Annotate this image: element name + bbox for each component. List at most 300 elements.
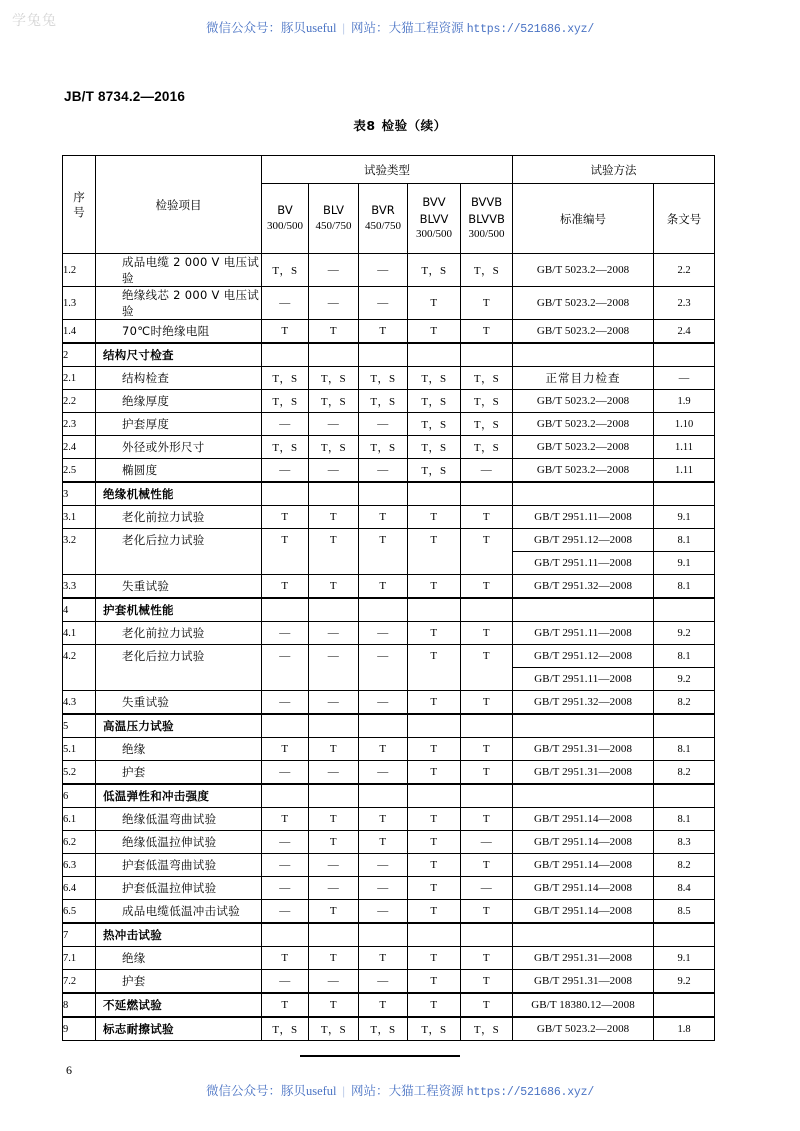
cell-mark-bvvb [461, 598, 513, 622]
cell-mark-blv: — [309, 459, 359, 483]
cell-mark-bvvb: T，S [461, 436, 513, 459]
cell-mark-bv: — [262, 900, 309, 924]
col-header-type-bv [262, 184, 309, 254]
cell-mark-bvr: T [359, 320, 408, 344]
cell-standard-no: GB/T 5023.2—2008 [513, 413, 654, 436]
cell-mark-bvr: — [359, 691, 408, 715]
cell-mark-blv: — [309, 877, 359, 900]
site-label: 网站： [351, 21, 389, 35]
cell-clause-no [654, 923, 715, 947]
cell-clause-no: 8.2 [654, 761, 715, 785]
table-row [63, 831, 715, 854]
col-header-type-bvvb [461, 184, 513, 254]
cell-mark-bvv [408, 714, 461, 738]
table-row [63, 506, 715, 529]
cell-mark-bv: — [262, 622, 309, 645]
type-voltage: 300/500 [468, 228, 505, 241]
promo-banner-top [0, 18, 800, 36]
cell-item-name: 绝缘 [96, 947, 262, 970]
cell-clause-no: 1.9 [654, 390, 715, 413]
col-header-test-method-group: 试验方法 [513, 156, 715, 184]
cell-standard-no: GB/T 18380.12—2008 [513, 993, 654, 1017]
standard-code: JB/T 8734.2—2016 [64, 89, 186, 104]
type-name: BVV [422, 194, 446, 209]
inspection-table-wrapper [62, 155, 714, 1041]
cell-item-name: 绝缘低温弯曲试验 [96, 808, 262, 831]
cell-mark-blv: T [309, 947, 359, 970]
cell-mark-bv: T [262, 738, 309, 761]
cell-seq: 8 [63, 993, 96, 1017]
cell-item-name: 老化后拉力试验 [96, 645, 262, 668]
cell-clause-no: 8.2 [654, 691, 715, 715]
cell-mark-bvr: — [359, 761, 408, 785]
cell-item-name: 绝缘厚度 [96, 390, 262, 413]
table-row [63, 854, 715, 877]
cell-mark-bvv: T，S [408, 459, 461, 483]
cell-mark-bvvb: T [461, 622, 513, 645]
cell-mark-bvv: T [408, 738, 461, 761]
cell-mark-blv [309, 552, 359, 575]
seq-char-2: 号 [73, 204, 85, 219]
cell-mark-bvvb: T [461, 970, 513, 994]
cell-clause-no: 8.1 [654, 575, 715, 599]
cell-item-name: 不延燃试验 [96, 993, 262, 1017]
cell-mark-bvv [408, 343, 461, 367]
cell-seq: 6.1 [63, 808, 96, 831]
cell-seq: 2.5 [63, 459, 96, 483]
cell-item-name: 失重试验 [96, 575, 262, 599]
cell-standard-no [513, 598, 654, 622]
cell-mark-bv [262, 552, 309, 575]
cell-standard-no [513, 343, 654, 367]
cell-item-name: 绝缘机械性能 [96, 482, 262, 506]
cell-clause-no: 8.1 [654, 529, 715, 552]
cell-seq: 3.1 [63, 506, 96, 529]
cell-mark-bvr: T，S [359, 367, 408, 390]
cell-mark-bv [262, 923, 309, 947]
promo-url: https://521686.xyz/ [466, 23, 595, 36]
cell-mark-bvr: T [359, 808, 408, 831]
cell-mark-bvv [408, 598, 461, 622]
cell-mark-blv: T，S [309, 1017, 359, 1041]
site-label: 网站： [351, 1084, 389, 1098]
cell-mark-bvr: — [359, 970, 408, 994]
cell-mark-bvvb: T [461, 691, 513, 715]
table-row [63, 254, 715, 287]
type-subname: BLVVB [468, 211, 505, 226]
cell-standard-no: GB/T 2951.14—2008 [513, 877, 654, 900]
cell-seq: 3 [63, 482, 96, 506]
cell-mark-bvvb: T [461, 993, 513, 1017]
cell-mark-bvvb: T [461, 287, 513, 320]
cell-mark-bvr: T [359, 529, 408, 552]
cell-mark-bvr: T，S [359, 1017, 408, 1041]
cell-seq: 6.2 [63, 831, 96, 854]
cell-standard-no: 正常目力检查 [513, 367, 654, 390]
cell-clause-no: — [654, 367, 715, 390]
cell-mark-bvv: T，S [408, 254, 461, 287]
cell-clause-no: 8.3 [654, 831, 715, 854]
cell-clause-no: 8.5 [654, 900, 715, 924]
cell-mark-bvr: — [359, 287, 408, 320]
cell-item-name: 热冲击试验 [96, 923, 262, 947]
cell-item-name: 绝缘线芯 2 000 V 电压试验 [96, 287, 262, 320]
cell-standard-no: GB/T 2951.12—2008 [513, 529, 654, 552]
cell-mark-bvvb: T [461, 854, 513, 877]
cell-mark-blv: T [309, 831, 359, 854]
cell-mark-blv [309, 714, 359, 738]
table-row [63, 761, 715, 785]
cell-seq: 6.4 [63, 877, 96, 900]
cell-mark-bvv: T [408, 320, 461, 344]
cell-mark-blv: T，S [309, 436, 359, 459]
table-row [63, 598, 715, 622]
cell-mark-bvvb: — [461, 831, 513, 854]
col-header-type-bvv [408, 184, 461, 254]
cell-clause-no [654, 714, 715, 738]
cell-item-name: 绝缘 [96, 738, 262, 761]
table-row [63, 390, 715, 413]
cell-seq: 4.3 [63, 691, 96, 715]
cell-mark-bvr: T [359, 831, 408, 854]
cell-standard-no: GB/T 2951.12—2008 [513, 645, 654, 668]
watermark-logo: 学兔兔 [12, 13, 57, 29]
cell-mark-blv [309, 784, 359, 808]
cell-mark-bvvb: T，S [461, 413, 513, 436]
table-row [63, 808, 715, 831]
cell-mark-bvvb: T [461, 900, 513, 924]
type-name: BVVB [470, 194, 503, 209]
inspection-table [62, 155, 715, 1041]
table-row [63, 413, 715, 436]
cell-clause-no: 1.11 [654, 459, 715, 483]
cell-mark-bvv: T [408, 854, 461, 877]
cell-standard-no: GB/T 2951.11—2008 [513, 552, 654, 575]
table-row [63, 552, 715, 575]
cell-mark-bvvb: T [461, 947, 513, 970]
cell-mark-bv: — [262, 413, 309, 436]
cell-item-name: 结构检查 [96, 367, 262, 390]
cell-seq: 5 [63, 714, 96, 738]
type-voltage: 450/750 [364, 219, 402, 232]
cell-mark-bvr [359, 923, 408, 947]
cell-mark-bv: — [262, 459, 309, 483]
cell-mark-bvr: — [359, 459, 408, 483]
cell-mark-bvv: T [408, 831, 461, 854]
cell-item-name: 高温压力试验 [96, 714, 262, 738]
cell-seq: 3.2 [63, 529, 96, 552]
table-number: 表8 [353, 118, 376, 133]
cell-mark-bvr: T [359, 575, 408, 599]
cell-mark-bvr [359, 714, 408, 738]
cell-mark-bv [262, 343, 309, 367]
cell-clause-no: 8.4 [654, 877, 715, 900]
type-voltage: 450/750 [315, 219, 352, 232]
cell-seq: 6.3 [63, 854, 96, 877]
cell-mark-bvv [408, 668, 461, 691]
wechat-label: 微信公众号： [205, 1084, 281, 1098]
cell-standard-no: GB/T 5023.2—2008 [513, 287, 654, 320]
cell-clause-no: 8.1 [654, 808, 715, 831]
cell-mark-blv: — [309, 691, 359, 715]
cell-mark-bvr: T，S [359, 436, 408, 459]
table-row [63, 1017, 715, 1041]
cell-standard-no: GB/T 2951.14—2008 [513, 900, 654, 924]
cell-item-name: 老化前拉力试验 [96, 506, 262, 529]
cell-mark-bv [262, 482, 309, 506]
cell-seq: 6.5 [63, 900, 96, 924]
type-name: BLV [323, 203, 344, 218]
cell-mark-blv: — [309, 254, 359, 287]
table-row [63, 691, 715, 715]
col-header-standard-no: 标准编号 [513, 184, 654, 254]
cell-clause-no [654, 993, 715, 1017]
cell-clause-no: 9.1 [654, 506, 715, 529]
cell-clause-no [654, 598, 715, 622]
cell-seq: 7 [63, 923, 96, 947]
cell-mark-blv: T [309, 320, 359, 344]
col-header-type-bvr [359, 184, 408, 254]
cell-mark-bvv: T [408, 645, 461, 668]
table-row [63, 575, 715, 599]
cell-seq: 2.2 [63, 390, 96, 413]
type-subname: BLVV [419, 211, 449, 226]
cell-mark-bv: T [262, 993, 309, 1017]
cell-mark-blv: T，S [309, 367, 359, 390]
cell-mark-bvr: — [359, 877, 408, 900]
table-row [63, 877, 715, 900]
cell-seq: 7.2 [63, 970, 96, 994]
cell-mark-bvvb [461, 784, 513, 808]
cell-standard-no: GB/T 5023.2—2008 [513, 459, 654, 483]
cell-standard-no: GB/T 5023.2—2008 [513, 390, 654, 413]
cell-seq: 4.1 [63, 622, 96, 645]
table-row [63, 645, 715, 668]
cell-mark-blv: T [309, 506, 359, 529]
cell-mark-bvvb [461, 343, 513, 367]
cell-mark-bvv: T [408, 506, 461, 529]
cell-mark-bv [262, 598, 309, 622]
cell-seq: 9 [63, 1017, 96, 1041]
cell-mark-blv [309, 343, 359, 367]
cell-mark-blv: T [309, 738, 359, 761]
type-name: BVR [371, 203, 395, 218]
cell-mark-bvr: T [359, 947, 408, 970]
cell-mark-blv [309, 598, 359, 622]
cell-mark-bvvb: T [461, 506, 513, 529]
wechat-label: 微信公众号： [205, 21, 281, 35]
cell-mark-bvvb: T [461, 761, 513, 785]
cell-mark-blv: T [309, 993, 359, 1017]
cell-mark-blv: — [309, 622, 359, 645]
cell-mark-bvr: — [359, 413, 408, 436]
cell-clause-no: 2.3 [654, 287, 715, 320]
cell-mark-blv: T，S [309, 390, 359, 413]
cell-mark-bv: — [262, 854, 309, 877]
cell-mark-blv: — [309, 854, 359, 877]
cell-mark-blv: — [309, 287, 359, 320]
table-row [63, 993, 715, 1017]
cell-mark-bv: T，S [262, 254, 309, 287]
cell-mark-bvv: T，S [408, 390, 461, 413]
cell-mark-bv [262, 784, 309, 808]
cell-item-name [96, 552, 262, 575]
promo-separator: | [342, 1084, 346, 1098]
table-row [63, 622, 715, 645]
cell-standard-no: GB/T 2951.11—2008 [513, 622, 654, 645]
col-header-test-type-group: 试验类型 [262, 156, 513, 184]
cell-mark-bvr: T [359, 738, 408, 761]
cell-item-name: 低温弹性和冲击强度 [96, 784, 262, 808]
cell-seq: 4 [63, 598, 96, 622]
cell-mark-bv: T [262, 947, 309, 970]
cell-standard-no: GB/T 2951.31—2008 [513, 970, 654, 994]
table-head-group-row [63, 156, 715, 184]
cell-clause-no: 8.1 [654, 738, 715, 761]
promo-url: https://521686.xyz/ [466, 1086, 595, 1099]
cell-standard-no: GB/T 2951.32—2008 [513, 691, 654, 715]
cell-mark-bv: — [262, 691, 309, 715]
cell-mark-bvv: T，S [408, 1017, 461, 1041]
cell-mark-bvr [359, 552, 408, 575]
cell-mark-bvr [359, 482, 408, 506]
cell-standard-no: GB/T 2951.14—2008 [513, 808, 654, 831]
cell-mark-bvv [408, 482, 461, 506]
cell-mark-blv: T [309, 529, 359, 552]
cell-mark-bvr: — [359, 854, 408, 877]
cell-clause-no: 1.11 [654, 436, 715, 459]
cell-clause-no: 1.10 [654, 413, 715, 436]
cell-mark-bvr: — [359, 900, 408, 924]
cell-mark-bvv: T，S [408, 413, 461, 436]
cell-mark-bvvb [461, 482, 513, 506]
cell-mark-bvvb: — [461, 459, 513, 483]
type-voltage: 300/500 [266, 219, 304, 232]
cell-seq: 2 [63, 343, 96, 367]
cell-mark-bvv: T [408, 529, 461, 552]
cell-mark-bvr [359, 343, 408, 367]
cell-seq: 2.4 [63, 436, 96, 459]
cell-item-name: 绝缘低温拉伸试验 [96, 831, 262, 854]
cell-standard-no [513, 784, 654, 808]
table-row [63, 482, 715, 506]
page-number: 6 [66, 1063, 72, 1077]
cell-seq: 4.2 [63, 645, 96, 668]
cell-clause-no: 9.1 [654, 947, 715, 970]
cell-mark-bvr [359, 598, 408, 622]
cell-item-name: 外径或外形尺寸 [96, 436, 262, 459]
cell-item-name: 结构尺寸检查 [96, 343, 262, 367]
cell-mark-bv: T [262, 808, 309, 831]
cell-standard-no: GB/T 5023.2—2008 [513, 436, 654, 459]
cell-clause-no [654, 343, 715, 367]
cell-item-name: 护套 [96, 970, 262, 994]
cell-mark-blv: T [309, 808, 359, 831]
table-row [63, 970, 715, 994]
cell-mark-blv: — [309, 970, 359, 994]
cell-standard-no: GB/T 5023.2—2008 [513, 254, 654, 287]
cell-mark-bvv: T，S [408, 436, 461, 459]
cell-item-name: 老化前拉力试验 [96, 622, 262, 645]
cell-seq: 2.1 [63, 367, 96, 390]
cell-mark-bvv: T [408, 900, 461, 924]
cell-seq: 2.3 [63, 413, 96, 436]
cell-mark-bvvb [461, 668, 513, 691]
cell-seq [63, 552, 96, 575]
cell-clause-no [654, 784, 715, 808]
table-row [63, 947, 715, 970]
cell-mark-bvvb: T [461, 808, 513, 831]
table-row [63, 714, 715, 738]
cell-mark-bvv: T [408, 947, 461, 970]
cell-mark-bvv: T [408, 575, 461, 599]
cell-mark-bvv: T [408, 877, 461, 900]
col-header-type-blv [309, 184, 359, 254]
col-header-seq [63, 156, 96, 254]
wechat-value: 豚贝useful [280, 21, 337, 35]
cell-mark-bvv: T [408, 993, 461, 1017]
cell-mark-bvvb: T [461, 529, 513, 552]
cell-seq [63, 668, 96, 691]
cell-seq: 1.4 [63, 320, 96, 344]
table-row [63, 287, 715, 320]
cell-mark-bv: T，S [262, 1017, 309, 1041]
cell-item-name: 失重试验 [96, 691, 262, 715]
cell-mark-bvvb: — [461, 877, 513, 900]
cell-seq: 5.1 [63, 738, 96, 761]
cell-standard-no: GB/T 2951.31—2008 [513, 947, 654, 970]
cell-clause-no: 9.2 [654, 668, 715, 691]
cell-standard-no [513, 714, 654, 738]
cell-mark-bvv: T [408, 691, 461, 715]
table-row [63, 436, 715, 459]
cell-item-name: 护套机械性能 [96, 598, 262, 622]
cell-mark-bv [262, 714, 309, 738]
cell-mark-bv: T [262, 506, 309, 529]
table-row [63, 529, 715, 552]
cell-seq: 5.2 [63, 761, 96, 785]
cell-mark-blv: T [309, 575, 359, 599]
cell-mark-bvvb: T [461, 645, 513, 668]
cell-clause-no: 2.4 [654, 320, 715, 344]
cell-item-name [96, 668, 262, 691]
cell-standard-no: GB/T 2951.32—2008 [513, 575, 654, 599]
table-row [63, 784, 715, 808]
cell-mark-bvv: T [408, 761, 461, 785]
cell-mark-bvv [408, 784, 461, 808]
table-head [63, 156, 715, 254]
cell-mark-bvvb [461, 714, 513, 738]
type-name: BV [277, 203, 293, 218]
cell-mark-bvr: — [359, 254, 408, 287]
cell-standard-no: GB/T 5023.2—2008 [513, 320, 654, 344]
table-row [63, 738, 715, 761]
cell-mark-bvvb: T [461, 320, 513, 344]
cell-mark-blv [309, 668, 359, 691]
cell-item-name: 70℃时绝缘电阻 [96, 320, 262, 344]
promo-separator: | [342, 21, 346, 35]
cell-item-name: 椭圆度 [96, 459, 262, 483]
site-value: 大猫工程资源 [388, 1084, 464, 1098]
table-body [63, 254, 715, 1041]
type-voltage: 300/500 [415, 228, 453, 241]
cell-mark-bvr [359, 668, 408, 691]
table-title [0, 116, 800, 134]
cell-mark-bv: T，S [262, 436, 309, 459]
cell-standard-no: GB/T 5023.2—2008 [513, 1017, 654, 1041]
cell-seq: 6 [63, 784, 96, 808]
table-row [63, 923, 715, 947]
